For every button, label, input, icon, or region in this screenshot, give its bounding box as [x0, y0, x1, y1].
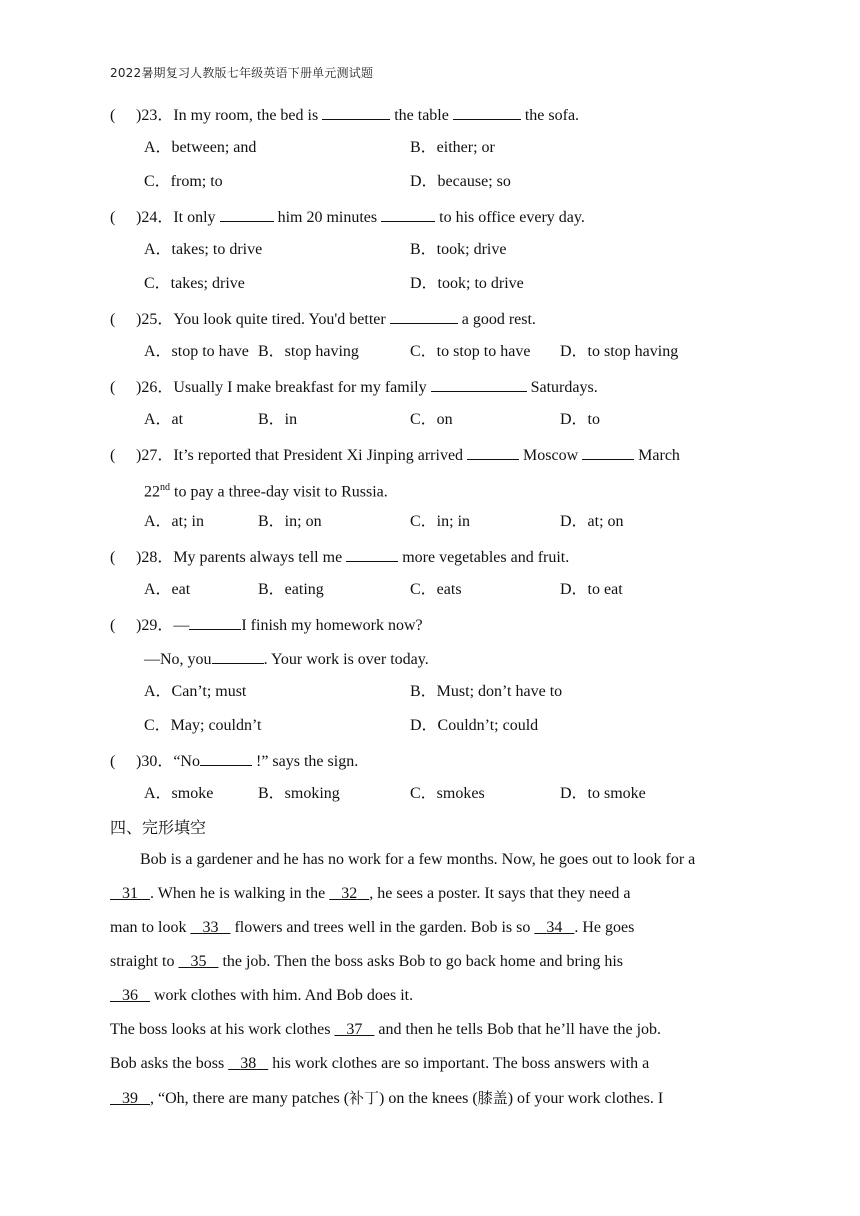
option-d[interactable]: D．took; to drive	[410, 275, 524, 292]
passage-line: The boss looks at his work clothes 37 and then he tells Bob that he’ll have the job.	[110, 1021, 662, 1038]
option-b[interactable]: B．stop having	[258, 343, 359, 360]
option-d[interactable]: D．to smoke	[560, 785, 646, 802]
option-a[interactable]: A．between; and	[144, 139, 257, 156]
cloze-blank-37[interactable]: 37	[346, 1021, 363, 1038]
option-a[interactable]: A．takes; to drive	[144, 241, 263, 258]
option-b[interactable]: B．Must; don’t have to	[410, 683, 563, 700]
option-d[interactable]: D．to	[560, 411, 601, 428]
option-b[interactable]: B．in	[258, 411, 298, 428]
cloze-blank-31[interactable]: 31	[122, 885, 138, 902]
question-29: ( )29．— I finish my homework now?	[110, 614, 423, 636]
option-c[interactable]: C．on	[410, 411, 453, 428]
passage-line: man to look 33 flowers and trees well in the garden. Bob is so 34 . He goes	[110, 919, 635, 936]
question-26: ( )26．Usually I make breakfast for my family Saturdays.	[110, 376, 598, 398]
option-a[interactable]: A．at	[144, 411, 184, 428]
cloze-blank-35[interactable]: 35	[190, 953, 207, 970]
option-d[interactable]: D．to eat	[560, 581, 623, 598]
option-d[interactable]: D．at; on	[560, 513, 624, 530]
cloze-blank-39[interactable]: 39	[122, 1090, 138, 1107]
answer-blank[interactable]	[582, 444, 634, 460]
passage-line: Bob is a gardener and he has no work for a few months. Now, he goes out to look for a	[140, 851, 696, 868]
answer-blank[interactable]	[189, 614, 241, 630]
question-24: ( )24．It only him 20 minutes to his office every day.	[110, 206, 585, 228]
option-c[interactable]: C．May; couldn’t	[144, 717, 262, 734]
question-29-reply: —No, you . Your work is over today.	[144, 648, 429, 670]
option-b[interactable]: B．either; or	[410, 139, 495, 156]
answer-blank[interactable]	[220, 206, 274, 222]
passage-line: straight to 35 the job. Then the boss asks Bob to go back home and bring his	[110, 953, 623, 970]
option-b[interactable]: B．in; on	[258, 513, 322, 530]
answer-blank[interactable]	[390, 308, 458, 324]
option-a[interactable]: A．Can’t; must	[144, 683, 247, 700]
option-c[interactable]: C．takes; drive	[144, 275, 245, 292]
option-c[interactable]: C．smokes	[410, 785, 485, 802]
option-c[interactable]: C．in; in	[410, 513, 471, 530]
cloze-blank-38[interactable]: 38	[240, 1055, 257, 1072]
question-30: ( )30．“No !” says the sign.	[110, 750, 358, 772]
passage-line: 39 , “Oh, there are many patches (补丁) on the knees (膝盖) of your work clothes. I	[110, 1088, 663, 1109]
answer-blank[interactable]	[200, 750, 252, 766]
answer-blank[interactable]	[453, 104, 521, 120]
option-c[interactable]: C．to stop to have	[410, 343, 531, 360]
option-a[interactable]: A．at; in	[144, 513, 204, 530]
page-header: 2022暑期复习人教版七年级英语下册单元测试题	[110, 66, 374, 80]
option-d[interactable]: D．because; so	[410, 173, 511, 190]
passage-line: 36 work clothes with him. And Bob does it.	[110, 986, 413, 1006]
option-a[interactable]: A．eat	[144, 581, 191, 598]
answer-blank[interactable]	[381, 206, 435, 222]
answer-blank[interactable]	[212, 648, 264, 664]
question-28: ( )28．My parents always tell me more vegetables and fruit.	[110, 546, 569, 568]
section-title: 四、完形填空	[110, 818, 207, 837]
answer-blank[interactable]	[431, 376, 527, 392]
option-d[interactable]: D．Couldn’t; could	[410, 717, 539, 734]
cloze-blank-33[interactable]: 33	[202, 919, 219, 936]
option-a[interactable]: A．smoke	[144, 785, 214, 802]
option-d[interactable]: D．to stop having	[560, 343, 679, 360]
answer-blank[interactable]	[346, 546, 398, 562]
answer-blank[interactable]	[467, 444, 519, 460]
option-a[interactable]: A．stop to have	[144, 343, 249, 360]
option-b[interactable]: B．took; drive	[410, 241, 507, 258]
option-c[interactable]: C．from; to	[144, 173, 223, 190]
option-c[interactable]: C．eats	[410, 581, 462, 598]
answer-blank[interactable]	[322, 104, 390, 120]
cloze-blank-36[interactable]: 36	[122, 987, 138, 1004]
passage-line: 31 . When he is walking in the 32 , he sees a poster. It says that they need a	[110, 884, 630, 904]
option-b[interactable]: B．eating	[258, 581, 324, 598]
cloze-blank-32[interactable]: 32	[341, 885, 358, 902]
question-27: ( )27．It’s reported that President Xi Jinping arrived Moscow March	[110, 444, 680, 466]
cloze-blank-34[interactable]: 34	[546, 919, 563, 936]
option-b[interactable]: B．smoking	[258, 785, 340, 802]
question-25: ( )25．You look quite tired. You'd better a good rest.	[110, 308, 536, 330]
question-23: ( )23．In my room, the bed is the table the sofa.	[110, 104, 579, 126]
question-27-continuation: 22nd to pay a three-day visit to Russia.	[144, 482, 388, 501]
passage-line: Bob asks the boss 38 his work clothes are so important. The boss answers with a	[110, 1055, 650, 1072]
